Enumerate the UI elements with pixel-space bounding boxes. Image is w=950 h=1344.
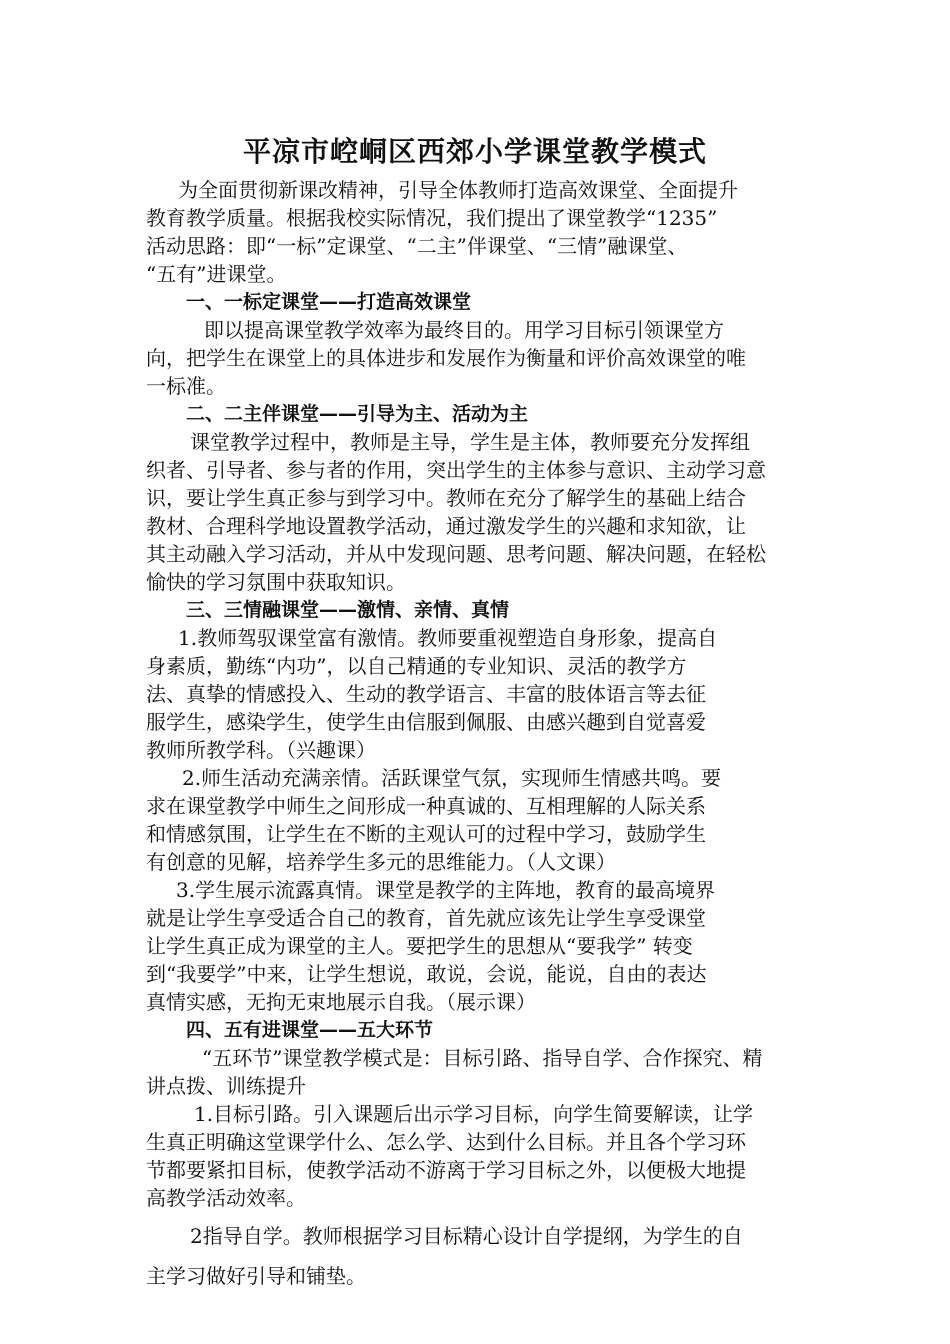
paragraph-line: 生真正明确这堂课学什么、怎么学、达到什么目标。并且各个学习环 (146, 1130, 746, 1154)
paragraph-line: 即以提高课堂教学效率为最终目的。用学习目标引领课堂方 (204, 318, 724, 342)
paragraph-line: 高教学活动效率。 (146, 1186, 306, 1210)
paragraph-line: 识，要让学生真正参与到学习中。教师在充分了解学生的基础上结合 (146, 486, 746, 510)
paragraph-line: “五环节”课堂教学模式是：目标引路、指导自学、合作探究、精 (202, 1046, 763, 1070)
paragraph-line: 教师所教学科。（兴趣课） (146, 738, 376, 762)
paragraph-line: 课堂教学过程中，教师是主导，学生是主体，教师要充分发挥组 (190, 430, 750, 454)
section-heading-3: 三、三情融课堂——激情、亲情、真情 (186, 599, 510, 621)
paragraph-line: 为全面贯彻新课改精神，引导全体教师打造高效课堂、全面提升 (178, 178, 738, 202)
paragraph-line: 求在课堂教学中师生之间形成一种真诚的、互相理解的人际关系 (146, 794, 706, 818)
paragraph-line: 主学习做好引导和铺垫。 (146, 1264, 366, 1288)
paragraph-line: 到“我要学”中来，让学生想说，敢说，会说，能说，自由的表达 (146, 962, 707, 986)
paragraph-line: 活动思路：即“一标”定课堂、“二主”伴课堂、“三情”融课堂、 (146, 234, 688, 258)
paragraph-line: 就是让学生享受适合自己的教育，首先就应该先让学生享受课堂 (146, 906, 706, 930)
paragraph-line: 法、真挚的情感投入、生动的教学语言、丰富的肢体语言等去征 (146, 682, 706, 706)
paragraph-line: “五有”进课堂。 (146, 262, 287, 286)
paragraph-line: 愉快的学习氛围中获取知识。 (146, 570, 406, 594)
paragraph-line: 身素质，勤练“内功”，以自己精通的专业知识、灵活的教学方 (146, 654, 687, 678)
section-heading-2: 二、二主伴课堂——引导为主、活动为主 (186, 403, 529, 425)
paragraph-line: 2.师生活动充满亲情。活跃课堂气氛，实现师生情感共鸣。要 (182, 766, 722, 790)
paragraph-line: 1.目标引路。引入课题后出示学习目标，向学生简要解读，让学 (194, 1102, 754, 1126)
document-title: 平凉市崆峒区西郊小学课堂教学模式 (242, 135, 707, 168)
section-heading-1: 一、一标定课堂——打造高效课堂 (186, 291, 472, 313)
paragraph-line: 3.学生展示流露真情。课堂是教学的主阵地，教育的最高境界 (176, 878, 716, 902)
paragraph-line: 其主动融入学习活动，并从中发现问题、思考问题、解决问题，在轻松 (146, 542, 766, 566)
section-heading-4: 四、五有进课堂——五大环节 (186, 1019, 434, 1041)
paragraph-line: 真情实感，无拘无束地展示自我。（展示课） (146, 990, 536, 1014)
paragraph-line: 教育教学质量。根据我校实际情况，我们提出了课堂教学“1235” (146, 206, 718, 230)
paragraph-line: 织者、引导者、参与者的作用，突出学生的主体参与意识、主动学习意 (146, 458, 766, 482)
paragraph-line: 让学生真正成为课堂的主人。要把学生的思想从“要我学” 转变 (146, 934, 693, 958)
paragraph-line: 讲点拨、训练提升 (146, 1074, 306, 1098)
paragraph-line: 一标准。 (146, 374, 226, 398)
paragraph-line: 节都要紧扣目标，使教学活动不游离于学习目标之外，以便极大地提 (146, 1158, 746, 1182)
paragraph-line: 有创意的见解，培养学生多元的思维能力。（人文课） (146, 850, 616, 874)
paragraph-line: 2指导自学。教师根据学习目标精心设计自学提纲，为学生的自 (190, 1224, 743, 1248)
paragraph-line: 服学生，感染学生，使学生由信服到佩服、由感兴趣到自觉喜爱 (146, 710, 706, 734)
paragraph-line: 和情感氛围，让学生在不断的主观认可的过程中学习，鼓励学生 (146, 822, 706, 846)
paragraph-line: 1.教师驾驭课堂富有激情。教师要重视塑造自身形象，提高自 (178, 626, 718, 650)
paragraph-line: 教材、合理科学地设置教学活动，通过激发学生的兴趣和求知欲，让 (146, 514, 746, 538)
paragraph-line: 向，把学生在课堂上的具体进步和发展作为衡量和评价高效课堂的唯 (146, 346, 746, 370)
